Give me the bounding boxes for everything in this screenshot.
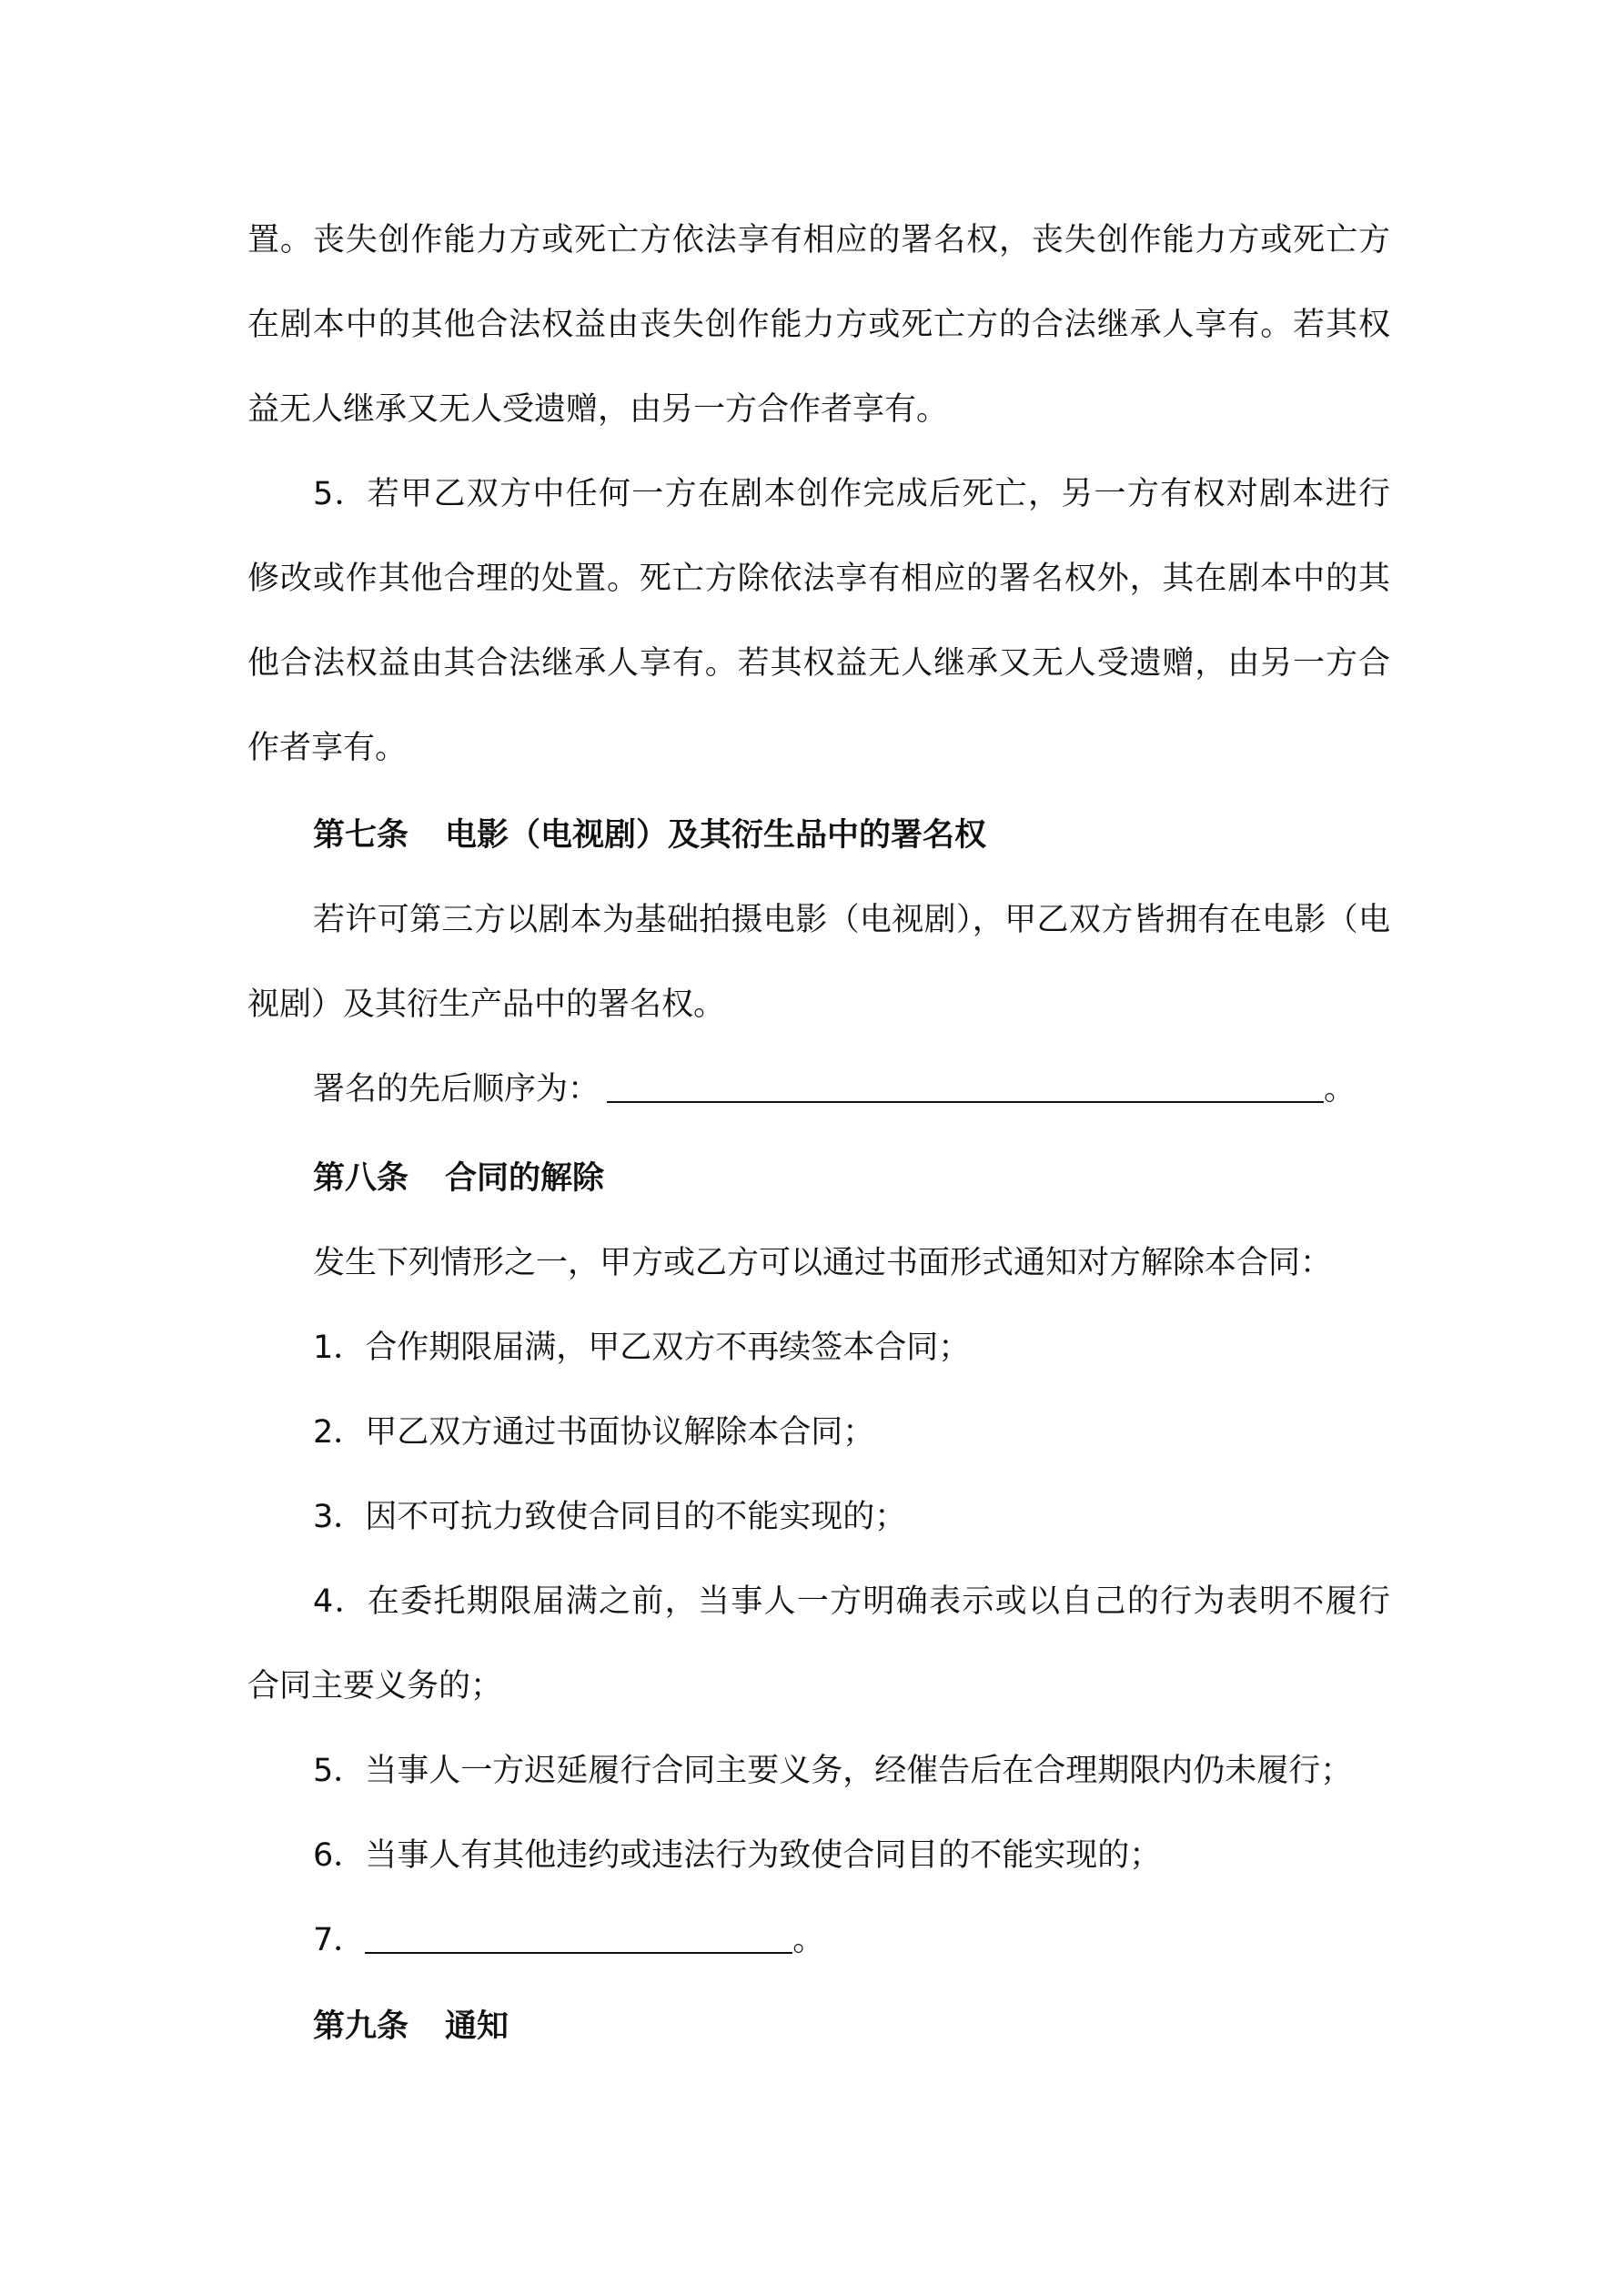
list-item: 1．合作期限届满，甲乙双方不再续签本合同；	[313, 1330, 971, 1366]
signature-order-label: 署名的先后顺序为：	[313, 1071, 600, 1108]
list-item: 4．在委托期限届满之前，当事人一方明确表示或以自己的行为表明不履行	[313, 1583, 1390, 1620]
list-item-continued: 合同主要义务的；	[247, 1668, 503, 1704]
list-item-7	[313, 1913, 1390, 1967]
signature-order-end: 。	[1324, 1071, 1357, 1108]
paragraph-line: 发生下列情形之一，甲方或乙方可以通过书面形式通知对方解除本合同：	[313, 1245, 1333, 1281]
article-number: 第七条	[313, 817, 409, 854]
paragraph-line: 视剧）及其衍生产品中的署名权。	[247, 986, 726, 1023]
list-item-7-end: 。	[792, 1922, 825, 1958]
article-7-heading	[313, 808, 1390, 863]
article-title: 电影（电视剧）及其衍生品中的署名权	[445, 817, 987, 854]
article-title: 合同的解除	[445, 1160, 605, 1197]
paragraph-line: 益无人继承又无人受遗赠，由另一方合作者享有。	[247, 391, 949, 428]
document-page	[247, 0, 1390, 2296]
list-item: 2．甲乙双方通过书面协议解除本合同；	[313, 1414, 875, 1451]
article-title: 通知	[445, 2008, 509, 2045]
list-item: 5．当事人一方迟延履行合同主要义务，经催告后在合理期限内仍未履行；	[313, 1753, 1353, 1789]
article-number: 第八条	[313, 1160, 409, 1197]
clause-5-line: 修改或作其他合理的处置。死亡方除依法享有相应的署名权外，其在剧本中的其	[247, 561, 1390, 597]
list-item: 3．因不可抗力致使合同目的不能实现的；	[313, 1499, 907, 1535]
article-9-heading	[313, 1999, 1390, 2054]
signature-order-line	[313, 1062, 1390, 1117]
list-item-7-blank[interactable]	[365, 1916, 792, 1954]
list-item: 6．当事人有其他违约或违法行为致使合同目的不能实现的；	[313, 1837, 1162, 1874]
clause-5-line: 作者享有。	[247, 730, 408, 766]
clause-5-line: 他合法权益由其合法继承人享有。若其权益无人继承又无人受遗赠，由另一方合	[247, 645, 1390, 682]
article-8-heading	[313, 1151, 1390, 1206]
clause-5-line: 5．若甲乙双方中任何一方在剧本创作完成后死亡，另一方有权对剧本进行	[313, 476, 1390, 512]
signature-order-blank[interactable]	[607, 1065, 1324, 1103]
paragraph-line: 置。丧失创作能力方或死亡方依法享有相应的署名权，丧失创作能力方或死亡方	[247, 222, 1390, 258]
paragraph-line: 在剧本中的其他合法权益由丧失创作能力方或死亡方的合法继承人享有。若其权	[247, 307, 1390, 343]
article-number: 第九条	[313, 2008, 409, 2045]
paragraph-line: 若许可第三方以剧本为基础拍摄电影（电视剧），甲乙双方皆拥有在电影（电	[313, 902, 1390, 938]
list-item-7-label: 7．	[313, 1922, 366, 1958]
